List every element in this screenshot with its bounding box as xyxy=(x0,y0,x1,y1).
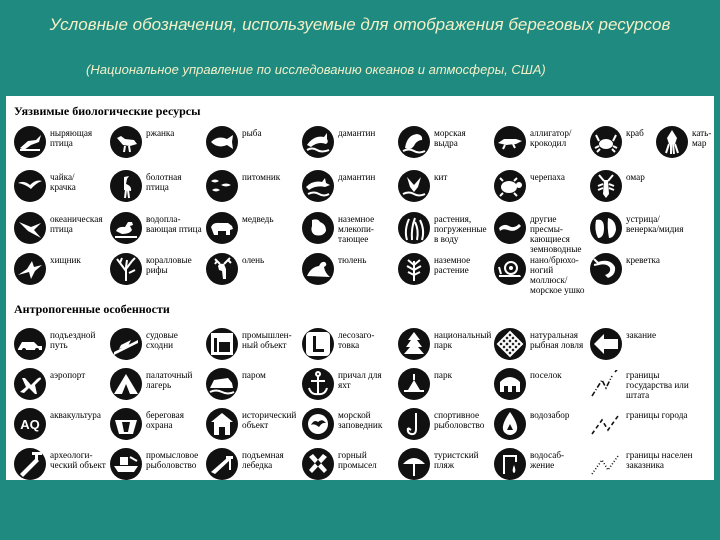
legend-label: черепаха xyxy=(530,172,565,182)
legend-label: водосаб- жение xyxy=(530,450,565,470)
legend-label: болотная птица xyxy=(146,172,182,192)
boat-ramp-icon xyxy=(110,328,142,360)
legend-label: аэропорт xyxy=(50,370,86,380)
legend-label: медведь xyxy=(242,214,274,224)
legend-label: тюлень xyxy=(338,255,367,265)
reserve-boundary-icon xyxy=(590,450,622,480)
legend-label: коралловые рифы xyxy=(146,255,192,275)
oyster-icon xyxy=(590,212,622,244)
legend-panel xyxy=(6,96,714,480)
bear-icon xyxy=(206,212,238,244)
national-park-icon xyxy=(398,328,430,360)
coast-guard-icon xyxy=(110,408,142,440)
nursery-fish-icon xyxy=(206,170,238,202)
archaeology-icon xyxy=(14,448,46,480)
park-icon xyxy=(398,368,430,400)
legend-label: промышлен- ный объект xyxy=(242,330,292,350)
campground-icon xyxy=(110,368,142,400)
land-mammal-icon xyxy=(302,212,334,244)
legend-label: водозабор xyxy=(530,410,570,420)
anthro-section-header: Антропогенные особенности xyxy=(14,302,170,316)
access-road-icon xyxy=(14,328,46,360)
legend-label: причал для яхт xyxy=(338,370,382,390)
legend-label: подъездной путь xyxy=(50,330,96,350)
legend-label: краб xyxy=(626,128,644,138)
alligator-icon xyxy=(494,126,526,158)
state-boundary-icon xyxy=(590,370,622,400)
legend-label: хищник xyxy=(50,255,81,265)
deer-icon xyxy=(206,253,238,285)
legend-label: промысловое рыболовство xyxy=(146,450,199,470)
legend-label: палаточный лагерь xyxy=(146,370,193,390)
legend-label: парк xyxy=(434,370,453,380)
hoist-icon xyxy=(206,448,238,480)
aquaculture-icon xyxy=(14,408,46,440)
submerged-plant-icon xyxy=(398,212,430,244)
legend-label: устрица/ венерка/мидия xyxy=(626,214,684,234)
ferry-icon xyxy=(206,368,238,400)
legend-label: туристский пляж xyxy=(434,450,479,470)
airport-icon xyxy=(14,368,46,400)
legend-label: судовые сходни xyxy=(146,330,178,350)
legend-label: аквакультура xyxy=(50,410,101,420)
legend-label: омар xyxy=(626,172,645,182)
legend-label: аллигатор/ крокодил xyxy=(530,128,572,148)
wading-bird-icon xyxy=(110,170,142,202)
legend-label: археологи- ческий объект xyxy=(50,450,106,470)
bio-section-header: Уязвимые биологические ресурсы xyxy=(14,104,201,118)
turtle-icon xyxy=(494,170,526,202)
legend-label: закание xyxy=(626,330,657,340)
legend-label: ныряющая птица xyxy=(50,128,93,148)
legend-label: олень xyxy=(242,255,265,265)
boundary-entry xyxy=(590,408,710,444)
land-plant-icon xyxy=(398,253,430,285)
fish-icon xyxy=(206,126,238,158)
slide-subtitle: (Национальное управление по исследованию океанов и атмосферы, США) xyxy=(86,62,546,77)
porpoise-icon xyxy=(302,170,334,202)
beach-icon xyxy=(398,448,430,480)
legend-label: чайка/ крачка xyxy=(50,172,76,192)
legend-label: питомник xyxy=(242,172,281,182)
industrial-icon xyxy=(206,328,238,360)
legend-label: поселок xyxy=(530,370,562,380)
legend-label: натуральная рыбная ловля xyxy=(530,330,584,350)
boundary-label: границы государства или штата xyxy=(626,370,689,400)
legend-label: нано/брюхо- ногий моллюск/ морское ушко xyxy=(530,255,585,295)
legend-label: дамантин xyxy=(338,128,376,138)
legend-label: наземное растение xyxy=(434,255,471,275)
legend-label: дамантин xyxy=(338,172,376,182)
raptor-icon xyxy=(14,253,46,285)
water-supply-icon xyxy=(494,448,526,480)
fishing-net-icon xyxy=(494,328,526,360)
slide-title: Условные обозначения, используемые для отображения береговых ресурсов xyxy=(49,15,671,34)
whale-icon xyxy=(398,170,430,202)
snail-icon xyxy=(494,253,526,285)
legend-label: подъемная лебедка xyxy=(242,450,284,470)
lobster-icon xyxy=(590,170,622,202)
logging-icon xyxy=(302,328,334,360)
legend-label: океаническая птица xyxy=(50,214,103,234)
legend-label: лесозаго- товка xyxy=(338,330,375,350)
sport-fishing-icon xyxy=(398,408,430,440)
squid-icon xyxy=(656,126,688,158)
settlement-icon xyxy=(494,368,526,400)
oceanic-bird-icon xyxy=(14,212,46,244)
legend-label: береговая охрана xyxy=(146,410,184,430)
city-boundary-icon xyxy=(590,410,622,440)
boundary-label: границы города xyxy=(626,410,688,420)
sea-otter-icon xyxy=(398,126,430,158)
legend-label: морской заповедник xyxy=(338,410,383,430)
legend-label: рыба xyxy=(242,128,262,138)
legend-label: кит xyxy=(434,172,448,182)
legend-label: паром xyxy=(242,370,266,380)
legend-label: кать- мар xyxy=(692,128,712,148)
historic-site-icon xyxy=(206,408,238,440)
legend-label: морская выдра xyxy=(434,128,466,148)
legend-label: растения, погруженные в воду xyxy=(434,214,487,244)
boundary-label: границы населен заказника xyxy=(626,450,693,470)
legend-label: другие пресмы- кающиеся земноводные xyxy=(530,214,582,254)
arrowhead-icon xyxy=(590,328,622,360)
dolphin-icon xyxy=(302,126,334,158)
seal-icon xyxy=(302,253,334,285)
gull-icon xyxy=(14,170,46,202)
legend-label: ржанка xyxy=(146,128,175,138)
plover-icon xyxy=(110,126,142,158)
diving-bird-icon xyxy=(14,126,46,158)
commercial-fishing-icon xyxy=(110,448,142,480)
waterfowl-icon xyxy=(110,212,142,244)
legend-label: спортивное рыболовство xyxy=(434,410,485,430)
crab-icon xyxy=(590,126,622,158)
legend-label: креветка xyxy=(626,255,660,265)
shrimp-icon xyxy=(590,253,622,285)
reptile-icon xyxy=(494,212,526,244)
legend-label: исторический объект xyxy=(242,410,297,430)
coral-icon xyxy=(110,253,142,285)
legend-label: водопла- вающая птица xyxy=(146,214,202,234)
mining-icon xyxy=(302,448,334,480)
marina-icon xyxy=(302,368,334,400)
marine-sanctuary-icon xyxy=(302,408,334,440)
legend-label: национальный парк xyxy=(434,330,492,350)
boundary-entry xyxy=(590,448,710,484)
legend-label: горный промысел xyxy=(338,450,377,470)
water-intake-icon xyxy=(494,408,526,440)
svg-text:AQ: AQ xyxy=(20,417,40,432)
legend-label: наземное млекопи- тающее xyxy=(338,214,375,244)
boundary-entry xyxy=(590,368,710,404)
